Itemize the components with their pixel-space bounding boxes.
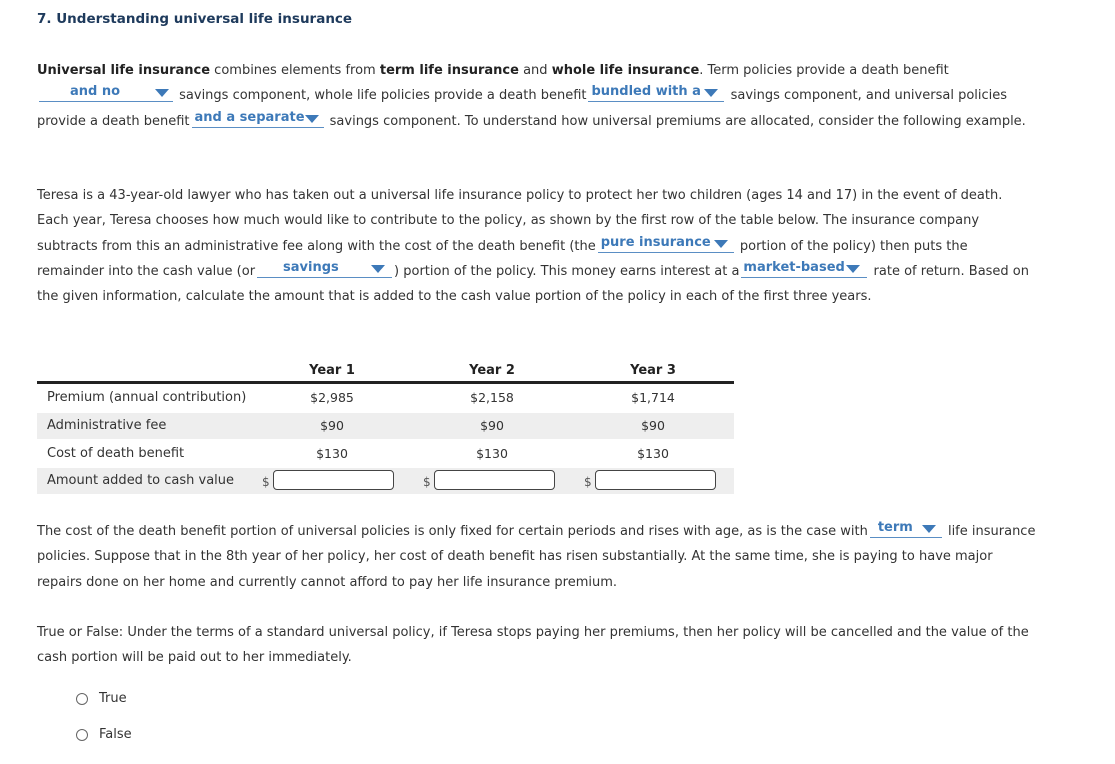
chevron-down-icon [922, 525, 936, 533]
chevron-down-icon [371, 265, 385, 273]
policy-type-dropdown[interactable]: term [870, 519, 942, 538]
true-false-question: True or False: Under the terms of a standard universal policy, if Teresa stops paying her premiums, then her policy will be cancelled and the value of the cash portion will be paid out to her immediately. [37, 625, 1029, 666]
return-rate-dropdown[interactable]: market-based [741, 259, 867, 278]
cash-value-input-year-2[interactable] [434, 470, 555, 490]
chevron-down-icon [846, 265, 860, 273]
radio-button[interactable] [76, 693, 88, 705]
chevron-down-icon [305, 115, 319, 123]
option-true[interactable]: True [76, 691, 127, 706]
currency-label: $ [262, 475, 270, 489]
death-benefit-portion-dropdown[interactable]: pure insurance [598, 234, 734, 253]
table-row-premium: Premium (annual contribution) $2,985 $2,158 $1,714 [47, 390, 675, 405]
intro-paragraph: Universal life insurance combines elements from term life insurance and whole life insurance. Term policies provide a death benefit and no savings component, whole life policies provide a death benefit bundled with a savings component, and universal policies provide a death benefit and a separate savings component. To understand how universal premiums are allocated, consider the following example. [37, 63, 1026, 129]
option-false[interactable]: False [76, 727, 132, 742]
currency-label: $ [423, 475, 431, 489]
table-row-death-benefit: Cost of death benefit $130 $130 $130 [47, 446, 669, 461]
term-benefit-dropdown[interactable]: and no [39, 83, 173, 102]
column-header-year-3: Year 3 [630, 363, 676, 378]
header-divider [37, 381, 734, 384]
term-universal: Universal life insurance [37, 63, 211, 78]
term-whole-life: whole life insurance [551, 63, 700, 78]
chevron-down-icon [704, 89, 718, 97]
premium-allocation-table [37, 358, 734, 494]
radio-button[interactable] [76, 729, 88, 741]
table-row-admin-fee: Administrative fee $90 $90 $90 [37, 413, 734, 439]
question-title: 7. Understanding universal life insurance [37, 11, 353, 27]
column-header-year-2: Year 2 [469, 363, 515, 378]
cash-value-input-year-1[interactable] [273, 470, 394, 490]
term-term-life: term life insurance [379, 63, 519, 78]
whole-life-benefit-dropdown[interactable]: bundled with a [588, 83, 724, 102]
cash-value-portion-dropdown[interactable]: savings [257, 259, 392, 278]
universal-benefit-dropdown[interactable]: and a separate [192, 109, 324, 128]
cost-paragraph: The cost of the death benefit portion of universal policies is only fixed for certain periods and rises with age, as is the case with term life insurance policies. Suppose that in the 8th year of her policy, her cost of death benefit has risen substantially. At the same time, she is paying to have major repairs done on her home and currently cannot afford to pay her life insurance premium. [37, 520, 1036, 590]
cash-value-input-year-3[interactable] [595, 470, 716, 490]
chevron-down-icon [714, 240, 728, 248]
column-header-year-1: Year 1 [309, 363, 355, 378]
scenario-paragraph: Teresa is a 43-year-old lawyer who has taken out a universal life insurance policy to protect her two children (ages 14 and 17) in the event of death. Each year, Teresa chooses how much would like to contribute to the policy, as shown by the first row of the table below. The insurance company subtracts from this an administrative fee along with the cost of the death benefit (the pure insurance portion of the policy) then puts the remainder into the cash value (or savings ) portion of the policy. This money earns interest at a market-based rate of return. Based on the given information, calculate the amount that is added to the cash value portion of the policy in each of the first three years. [37, 188, 1030, 305]
chevron-down-icon [155, 89, 169, 97]
currency-label: $ [584, 475, 592, 489]
table-row-cash-value: Amount added to cash value $ $ $ [37, 468, 734, 494]
